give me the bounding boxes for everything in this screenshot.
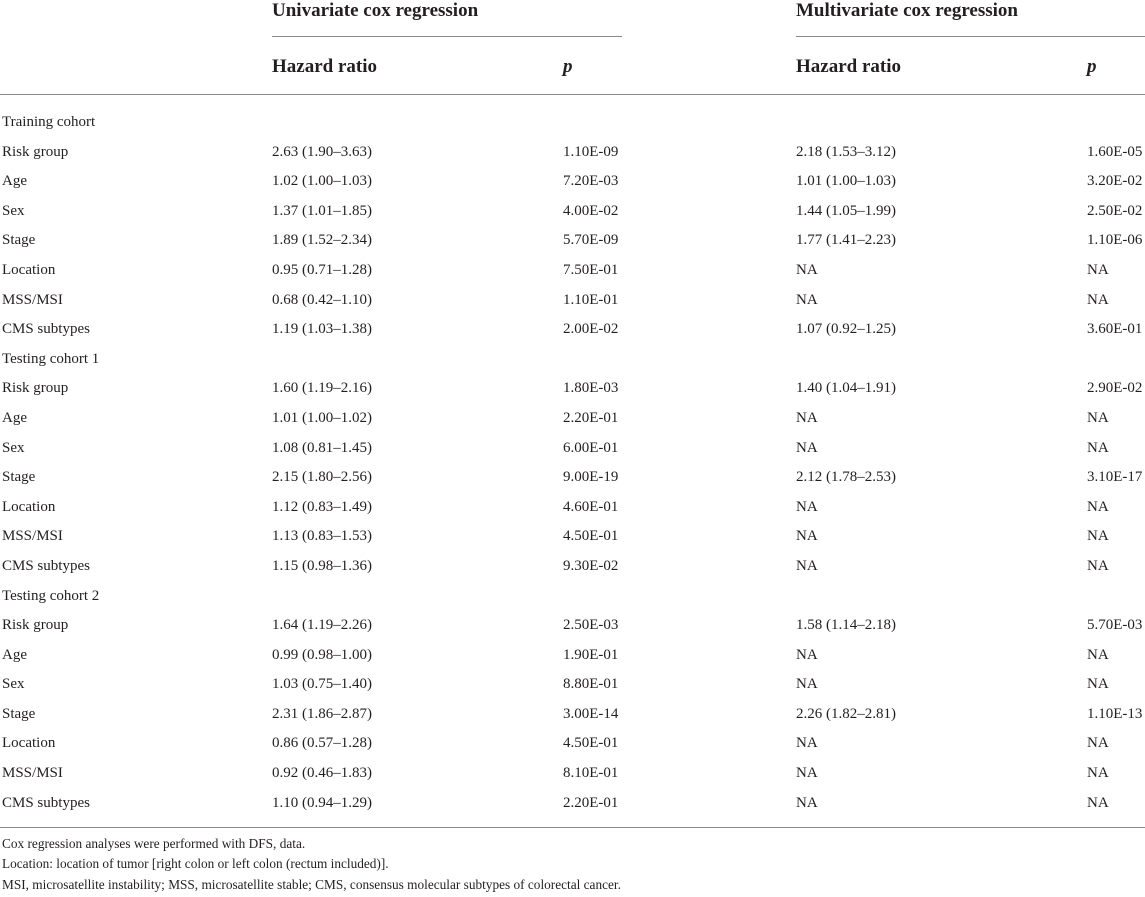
row-label: Risk group (2, 617, 69, 634)
univariate-hazard-ratio-cell: 0.95 (0.71–1.28) (272, 261, 372, 278)
univariate-hazard-ratio-cell: 1.64 (1.19–2.26) (272, 617, 372, 634)
univariate-group-header: Univariate cox regression (272, 0, 479, 21)
row-label: CMS subtypes (2, 794, 90, 811)
univariate-p-cell: 4.00E-02 (563, 202, 619, 219)
table-row (0, 611, 1145, 641)
univariate-hazard-ratio-cell: 2.31 (1.86–2.87) (272, 705, 372, 722)
multivariate-hazard-ratio-cell: 1.77 (1.41–2.23) (796, 232, 896, 249)
univariate-p-cell: 2.20E-01 (563, 409, 619, 426)
univariate-p-cell: 1.80E-03 (563, 380, 619, 397)
row-label: Stage (2, 705, 36, 722)
table-row (0, 226, 1145, 256)
multivariate-hazard-ratio-cell: 1.40 (1.04–1.91) (796, 380, 896, 397)
multivariate-p-cell: NA (1087, 291, 1109, 308)
univariate-p-cell: 9.00E-19 (563, 469, 619, 486)
multivariate-hazard-ratio-cell: 1.58 (1.14–2.18) (796, 617, 896, 634)
multivariate-p-cell: 3.20E-02 (1087, 173, 1143, 190)
univariate-hazard-ratio-cell: 1.10 (0.94–1.29) (272, 794, 372, 811)
row-label: Testing cohort 1 (2, 350, 100, 367)
footnote: Cox regression analyses were performed with DFS, data. (2, 836, 306, 851)
table-row (0, 197, 1145, 227)
table-row (0, 315, 1145, 345)
row-label: Location (2, 261, 56, 278)
row-label: Risk group (2, 143, 69, 160)
univariate-group-rule (272, 36, 622, 37)
univariate-hazard-ratio-cell: 1.12 (0.83–1.49) (272, 498, 372, 515)
multivariate-p-cell: 2.50E-02 (1087, 202, 1143, 219)
univariate-hazard-ratio-cell: 1.13 (0.83–1.53) (272, 528, 372, 545)
multivariate-p-cell: NA (1087, 735, 1109, 752)
univariate-p-cell: 4.50E-01 (563, 735, 619, 752)
multivariate-hazard-ratio-header: Hazard ratio (796, 56, 902, 77)
univariate-p-cell: 2.00E-02 (563, 321, 619, 338)
univariate-p-cell: 7.20E-03 (563, 173, 619, 190)
univariate-hazard-ratio-cell: 0.68 (0.42–1.10) (272, 291, 372, 308)
multivariate-hazard-ratio-cell: NA (796, 765, 818, 782)
univariate-hazard-ratio-cell: 1.08 (0.81–1.45) (272, 439, 372, 456)
multivariate-p-cell: NA (1087, 261, 1109, 278)
multivariate-p-cell: NA (1087, 439, 1109, 456)
table-row (0, 670, 1145, 700)
univariate-p-cell: 8.80E-01 (563, 676, 619, 693)
row-label: Location (2, 735, 56, 752)
multivariate-hazard-ratio-cell: NA (796, 735, 818, 752)
multivariate-p-cell: NA (1087, 409, 1109, 426)
univariate-hazard-ratio-cell: 1.01 (1.00–1.02) (272, 409, 372, 426)
table-body (0, 108, 1145, 818)
multivariate-hazard-ratio-cell: 1.44 (1.05–1.99) (796, 202, 896, 219)
univariate-p-cell: 1.10E-01 (563, 291, 619, 308)
table-row (0, 374, 1145, 404)
univariate-p-cell: 3.00E-14 (563, 705, 619, 722)
multivariate-hazard-ratio-cell: NA (796, 646, 818, 663)
table-row (0, 434, 1145, 464)
multivariate-hazard-ratio-cell: NA (796, 676, 818, 693)
univariate-hazard-ratio-cell: 1.89 (1.52–2.34) (272, 232, 372, 249)
univariate-hazard-ratio-cell: 1.60 (1.19–2.16) (272, 380, 372, 397)
univariate-p-cell: 2.20E-01 (563, 794, 619, 811)
multivariate-p-cell: 1.10E-13 (1087, 705, 1143, 722)
table-row (0, 729, 1145, 759)
multivariate-hazard-ratio-cell: NA (796, 291, 818, 308)
multivariate-p-cell: NA (1087, 646, 1109, 663)
univariate-hazard-ratio-cell: 2.15 (1.80–2.56) (272, 469, 372, 486)
multivariate-p-cell: 3.60E-01 (1087, 321, 1143, 338)
row-label: Sex (2, 202, 25, 219)
section-row (0, 582, 1145, 612)
univariate-p-cell: 2.50E-03 (563, 617, 619, 634)
header-bottom-rule (0, 94, 1145, 95)
multivariate-p-cell: NA (1087, 557, 1109, 574)
univariate-hazard-ratio-cell: 1.02 (1.00–1.03) (272, 173, 372, 190)
univariate-hazard-ratio-cell: 1.03 (0.75–1.40) (272, 676, 372, 693)
univariate-p-cell: 7.50E-01 (563, 261, 619, 278)
table-row (0, 700, 1145, 730)
multivariate-hazard-ratio-cell: NA (796, 498, 818, 515)
row-label: MSS/MSI (2, 765, 63, 782)
multivariate-hazard-ratio-cell: NA (796, 794, 818, 811)
row-label: CMS subtypes (2, 321, 90, 338)
row-label: Location (2, 498, 56, 515)
multivariate-p-header: p (1087, 56, 1097, 77)
multivariate-hazard-ratio-cell: NA (796, 439, 818, 456)
univariate-p-cell: 5.70E-09 (563, 232, 619, 249)
univariate-p-cell: 6.00E-01 (563, 439, 619, 456)
row-label: Age (2, 173, 27, 190)
row-label: Risk group (2, 380, 69, 397)
multivariate-hazard-ratio-cell: 2.26 (1.82–2.81) (796, 705, 896, 722)
table-row (0, 463, 1145, 493)
table-footnotes (2, 834, 621, 895)
row-label: MSS/MSI (2, 528, 63, 545)
row-label: Age (2, 409, 27, 426)
multivariate-group-header: Multivariate cox regression (796, 0, 1018, 21)
row-label: Age (2, 646, 27, 663)
multivariate-hazard-ratio-cell: NA (796, 261, 818, 278)
footnote: MSI, microsatellite instability; MSS, microsatellite stable; CMS, consensus molecular subtypes of colorectal cancer. (2, 876, 621, 892)
univariate-hazard-ratio-cell: 1.19 (1.03–1.38) (272, 321, 372, 338)
section-row (0, 108, 1145, 138)
table-row (0, 404, 1145, 434)
univariate-hazard-ratio-cell: 2.63 (1.90–3.63) (272, 143, 372, 160)
table-row (0, 552, 1145, 582)
row-label: MSS/MSI (2, 291, 63, 308)
table-bottom-rule (0, 827, 1145, 828)
multivariate-hazard-ratio-cell: NA (796, 557, 818, 574)
footnote: Location: location of tumor [right colon or left colon (rectum included)]. (2, 856, 389, 872)
univariate-p-cell: 8.10E-01 (563, 765, 619, 782)
table-row (0, 759, 1145, 789)
univariate-hazard-ratio-cell: 0.86 (0.57–1.28) (272, 735, 372, 752)
univariate-p-cell: 1.90E-01 (563, 646, 619, 663)
multivariate-group-rule (796, 36, 1145, 37)
multivariate-hazard-ratio-cell: 1.01 (1.00–1.03) (796, 173, 896, 190)
univariate-p-cell: 9.30E-02 (563, 557, 619, 574)
multivariate-hazard-ratio-cell: NA (796, 528, 818, 545)
multivariate-p-cell: NA (1087, 794, 1109, 811)
row-label: Training cohort (2, 114, 96, 130)
table-row (0, 256, 1145, 286)
row-label: Sex (2, 439, 25, 456)
univariate-hazard-ratio-cell: 1.15 (0.98–1.36) (272, 557, 372, 574)
section-row (0, 345, 1145, 375)
row-label: Stage (2, 469, 36, 486)
univariate-hazard-ratio-cell: 0.99 (0.98–1.00) (272, 646, 372, 663)
table-row (0, 522, 1145, 552)
multivariate-hazard-ratio-cell: 2.18 (1.53–3.12) (796, 143, 896, 160)
multivariate-p-cell: 2.90E-02 (1087, 380, 1143, 397)
univariate-hazard-ratio-header: Hazard ratio (272, 56, 378, 77)
table-row (0, 789, 1145, 819)
univariate-p-cell: 4.50E-01 (563, 528, 619, 545)
univariate-hazard-ratio-cell: 0.92 (0.46–1.83) (272, 765, 372, 782)
multivariate-p-cell: NA (1087, 528, 1109, 545)
univariate-hazard-ratio-cell: 1.37 (1.01–1.85) (272, 202, 372, 219)
multivariate-p-cell: NA (1087, 676, 1109, 693)
multivariate-p-cell: 5.70E-03 (1087, 617, 1143, 634)
table-row (0, 167, 1145, 197)
table-row (0, 493, 1145, 523)
table-row (0, 641, 1145, 671)
multivariate-p-cell: NA (1087, 498, 1109, 515)
table-row (0, 286, 1145, 316)
row-label: Testing cohort 2 (2, 587, 100, 604)
multivariate-p-cell: 1.10E-06 (1087, 232, 1143, 249)
univariate-p-cell: 1.10E-09 (563, 143, 619, 160)
multivariate-p-cell: 3.10E-17 (1087, 469, 1143, 486)
multivariate-hazard-ratio-cell: NA (796, 409, 818, 426)
row-label: Sex (2, 676, 25, 693)
row-label: Stage (2, 232, 36, 249)
multivariate-p-cell: 1.60E-05 (1087, 143, 1143, 160)
row-label: CMS subtypes (2, 557, 90, 574)
multivariate-p-cell: NA (1087, 765, 1109, 782)
multivariate-hazard-ratio-cell: 1.07 (0.92–1.25) (796, 321, 896, 338)
multivariate-hazard-ratio-cell: 2.12 (1.78–2.53) (796, 469, 896, 486)
univariate-p-header: p (563, 56, 573, 77)
univariate-p-cell: 4.60E-01 (563, 498, 619, 515)
table-row (0, 138, 1145, 168)
